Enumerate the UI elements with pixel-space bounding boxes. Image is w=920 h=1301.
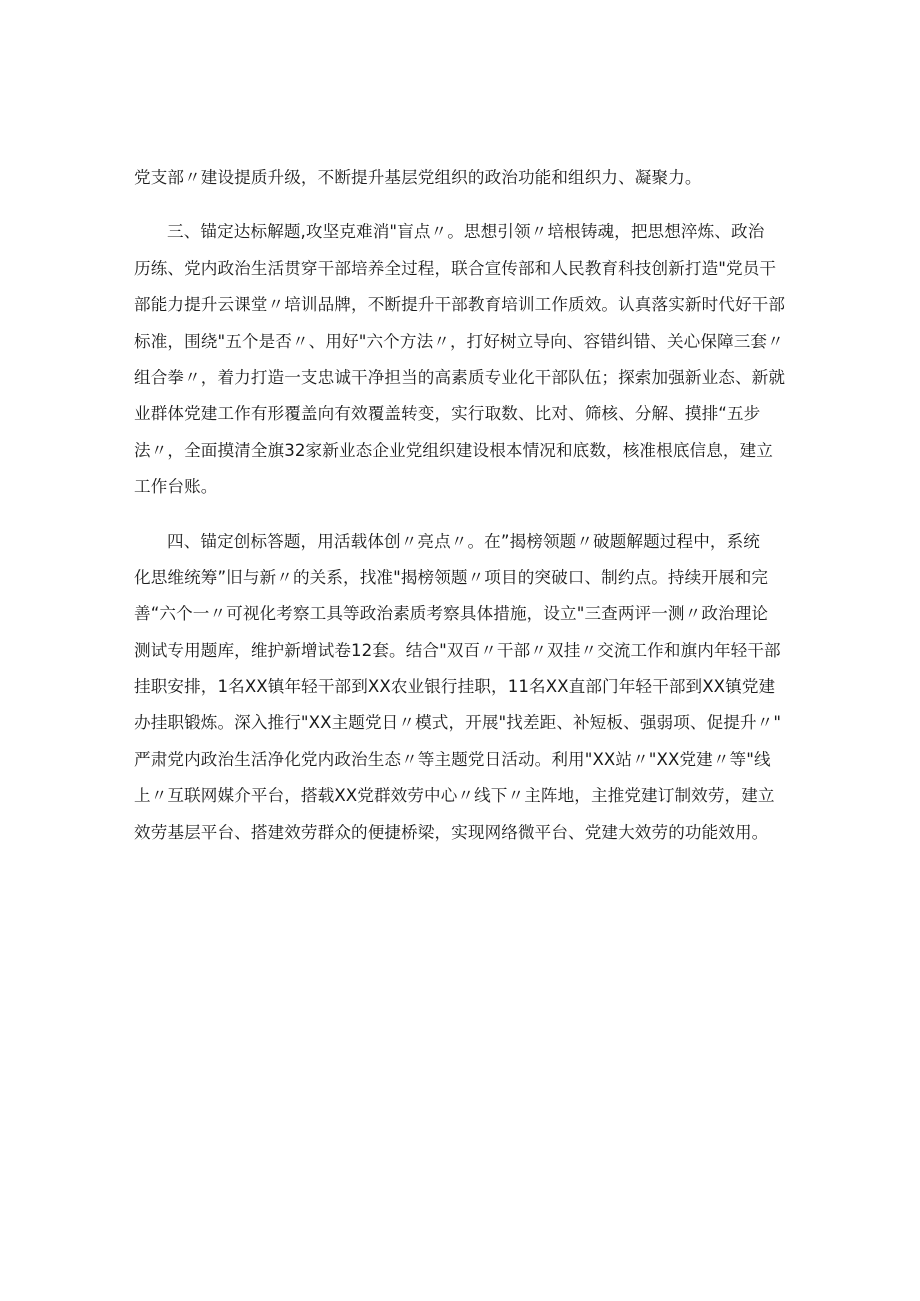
text-line: 历练、党内政治生活贯穿干部培养全过程，联合宣传部和人民教育科技创新打造"党员干 bbox=[134, 258, 777, 278]
text-line: 化思维统筹”旧与新〃的关系，找准"揭榜领题〃项目的突破口、制约点。持续开展和完 bbox=[134, 567, 769, 587]
paragraph-section-three bbox=[134, 214, 794, 505]
text-line: 业群体党建工作有形覆盖向有效覆盖转变，实行取数、比对、筛核、分解、摸排“五步 bbox=[134, 404, 761, 424]
text-line: 四、锚定创标答题，用活载体创〃亮点〃。在”揭榜领题〃破题解题过程中，系统 bbox=[167, 531, 760, 551]
text-line: 工作台账。 bbox=[134, 477, 218, 497]
text-line: 测试专用题库，维护新增试卷12套。结合"双百〃干部〃双挂〃交流工作和旗内年轻干部 bbox=[134, 640, 781, 660]
text-line: 部能力提升云课堂〃培训品牌，不断提升干部教育培训工作质效。认真落实新时代好干部 bbox=[134, 295, 786, 315]
paragraph-continuation bbox=[134, 160, 794, 196]
text-line: 组合拳〃，着力打造一支忠诚干净担当的高素质专业化干部队伍；探索加强新业态、新就 bbox=[134, 367, 786, 387]
text-line: 标准，围绕"五个是否〃、用好"六个方法〃，打好树立导向、容错纠错、关心保障三套〃 bbox=[134, 331, 784, 351]
text-line: 上〃互联网媒介平台，搭载XX党群效劳中心〃线下〃主阵地，主推党建订制效劳，建立 bbox=[134, 786, 775, 806]
document-body bbox=[134, 160, 794, 869]
text-line: 效劳基层平台、搭建效劳群众的便捷桥梁，实现网络微平台、党建大效劳的功能效用。 bbox=[134, 822, 769, 842]
text-line: 党支部〃建设提质升级，不断提升基层党组织的政治功能和组织力、凝聚力。 bbox=[134, 168, 702, 187]
text-line: 挂职安排，1名XX镇年轻干部到XX农业银行挂职，11名XX直部门年轻干部到XX镇党建 bbox=[134, 677, 776, 697]
text-line: 法〃，全面摸清全旗32家新业态企业党组织建设根本情况和底数，核准根底信息，建立 bbox=[134, 440, 773, 460]
paragraph-section-four bbox=[134, 524, 794, 852]
text-line: 善“六个一〃可视化考察工具等政治素质考察具体措施，设立"三查两评一测〃政治理论 bbox=[134, 604, 769, 624]
text-line: 严肃党内政治生活净化党内政治生态〃等主题党日活动。利用"XX站〃"XX党建〃等"线 bbox=[134, 749, 771, 769]
text-line: 办挂职锻炼。深入推行"XX主题党日〃模式，开展"找差距、补短板、强弱项、促提升〃" bbox=[134, 713, 782, 733]
text-line: 三、锚定达标解题,攻坚克难消"盲点〃。思想引领〃培根铸魂，把思想淬炼、政治 bbox=[167, 222, 765, 242]
